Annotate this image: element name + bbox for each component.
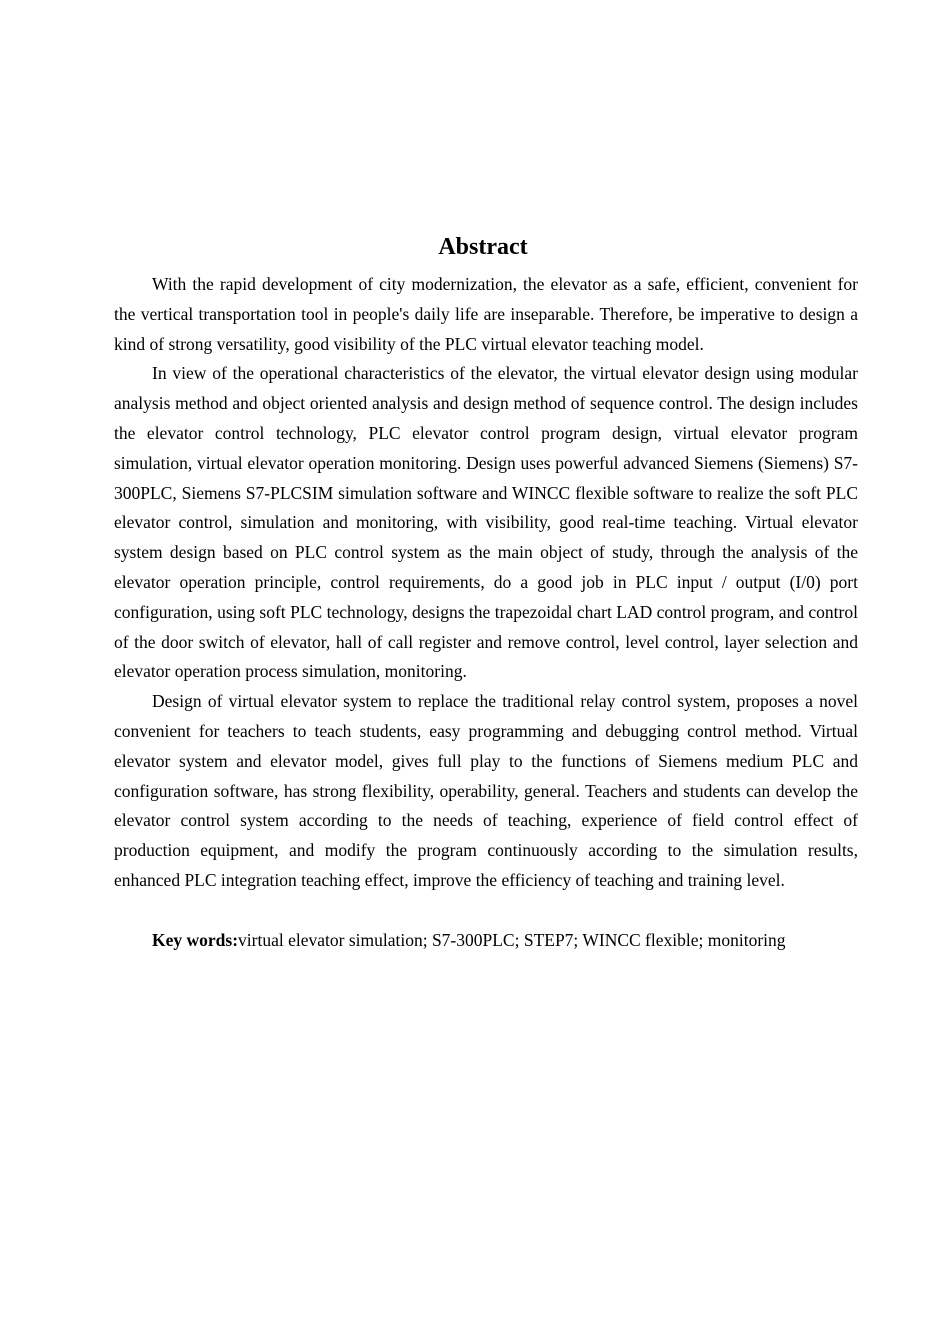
abstract-title: Abstract (438, 234, 528, 260)
abstract-page (114, 232, 858, 955)
abstract-paragraph-2: In view of the operational characteristics of the elevator, the virtual elevator design using modular analysis method and object oriented analysis and design method of sequence control. The design includes the elevator control technology, PLC elevator control program design, virtual elevator program simulation, virtual elevator operation monitoring. Design uses powerful advanced Siemens (Siemens) S7-300PLC, Siemens S7-PLCSIM simulation software and WINCC flexible software to realize the soft PLC elevator control, simulation and monitoring, with visibility, good real-time teaching. Virtual elevator system design based on PLC control system as the main object of study, through the analysis of the elevator operation principle, control requirements, do a good job in PLC input / output (I/0) port configuration, using soft PLC technology, designs the trapezoidal chart LAD control program, and control of the door switch of elevator, hall of call register and remove control, level control, layer selection and elevator operation process simulation, monitoring. (114, 363, 858, 682)
keywords-label: Key words: (152, 929, 239, 950)
keywords-text: virtual elevator simulation; S7-300PLC; STEP7; WINCC flexible; monitoring (238, 929, 786, 950)
abstract-paragraph-3: Design of virtual elevator system to replace the traditional relay control system, proposes a novel convenient for teachers to teach students, easy programming and debugging control method. Virtual elevator system and elevator model, gives full play to the functions of Siemens medium PLC and configuration software, has strong flexibility, operability, general. Teachers and students can develop the elevator control system according to the needs of teaching, experience of field control effect of production equipment, and modify the program continuously according to the simulation results, enhanced PLC integration teaching effect, improve the efficiency of teaching and training level. (114, 691, 858, 890)
keywords-line (114, 926, 858, 956)
abstract-paragraph-1: With the rapid development of city modernization, the elevator as a safe, efficient, convenient for the vertical transportation tool in people's daily life are inseparable. Therefore, be imperative to design a kind of strong versatility, good visibility of the PLC virtual elevator teaching model. (114, 274, 858, 354)
